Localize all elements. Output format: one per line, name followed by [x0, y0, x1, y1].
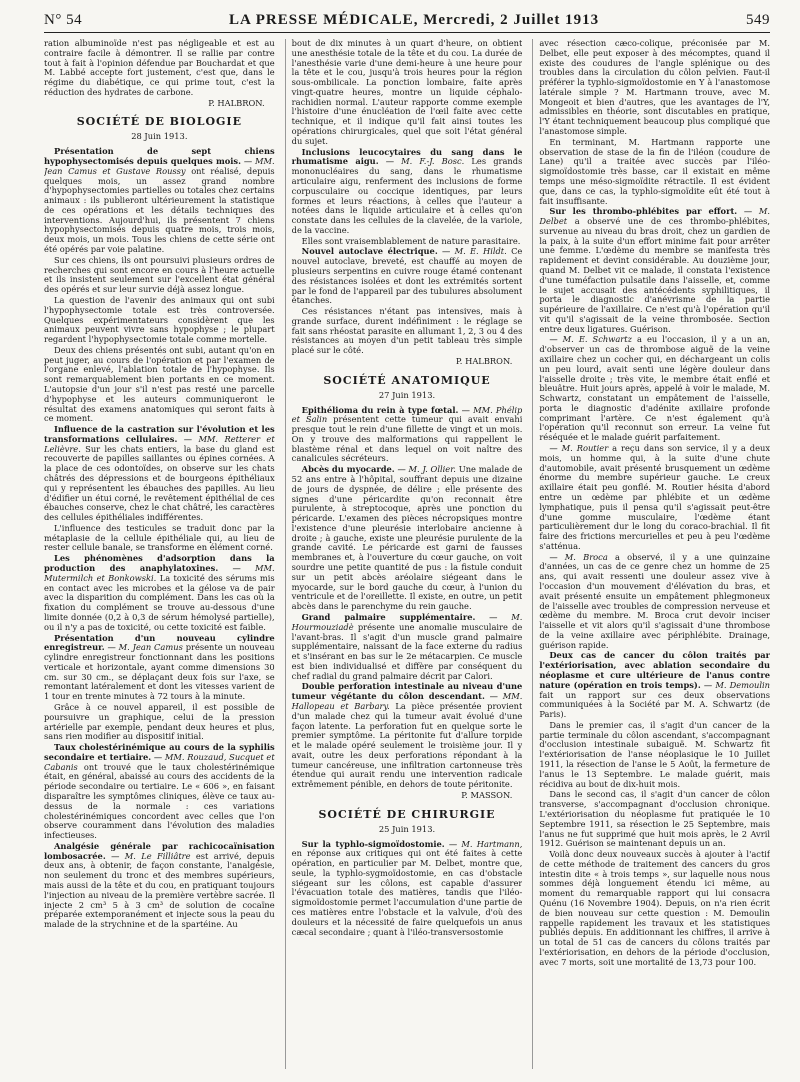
- entry-authors: — MM. Rouzaud, Sucquet et Cabanis: [44, 751, 275, 772]
- entry-text: est arrivé, depuis deux ans, à obtenir, de façon constante, l'analgésie, non seulement du tronc et des membres supérieurs, mais aussi de la tête et du cou, en pratiquant toujours l'injection au niveau de la première vertèbre sacrée. Il injecte 2 cm³ 5 à 3 cm³ de solution de cocaïne préparée extemporanément et injecte sous la peau du malade de la strychnine et de la spartéine. Au: [44, 850, 275, 930]
- entry-text: La pièce présentée provient d'un malade chez qui la tumeur avait évolué d'une façon latente. La perforation fut en quelque sorte le premier symptôme. La péritonite fut d'allure torpide et le malade opéré seulement le troisième jour. Il y avait, outre les deux perforations répondant à la tumeur cancéreuse, une infiltration cartonneuse très étendue qui aurait rendu une intervention radicale extrêmement pénible, en dehors de toute péritonite.: [291, 700, 523, 790]
- paragraph: ration albuminoïde n'est pas négligeable et est au contraire facile à démontrer. Il se rallie par contre tout à fait à l'opinion défendue par Bouchardat et que M. Labbé accepte fort justement, c'est que, dans le régime du diabétique, ce qui prime tout, c'est la réduction des hydrates de carbone.: [44, 39, 275, 97]
- entry: [292, 613, 523, 681]
- entry: [539, 651, 770, 719]
- entry: [539, 553, 770, 651]
- entry-title: Influence de la castration sur l'évolution et les transformations cellulaires.: [44, 424, 275, 444]
- entry-authors: — M. E. Schwartz: [549, 334, 632, 345]
- text-columns: [44, 39, 770, 1069]
- paragraph: Deux des chiens présentés ont subi, autant qu'on en peut juger, au cours de l'opération et par l'examen de l'organe enlevé, l'ablation totale de l'hypophyse. Ils sont remarquablement bien portants en ce moment. L'autopsie d'un jour s'il n'est pas resté une parcelle d'hypophyse et les auteurs communiqueront le résultat des examens anatomiques qui seront faits à ce moment.: [44, 344, 275, 424]
- entry: [44, 425, 275, 523]
- entry: [539, 207, 770, 334]
- entry-text: a reçu dans son service, il y a deux mois, un homme qui, à la suite d'une chute d'automobile, avait présenté brusquement un œdème énorme du membre supérieur gauche. Le creux axillaire était peu gonflé. M. Routier hésita d'abord entre un œdème par phlébite et un œdème lymphatique, puis il pensa qu'il s'agissait peut-être d'une gomme musculaire, l'œdème étant particulièrement dur le long du coraco-brachial. Il fit faire des frictions mercurielles et peu à peu l'œdème s'atténua.: [539, 443, 771, 551]
- entry-title: Les phénomènes d'adsorption dans la production des anaphylatoxines.: [44, 553, 275, 574]
- entry-title: Analgésie générale par rachicocaïnisation lombosacrée.: [44, 840, 275, 861]
- section-date: 25 Juin 1913.: [378, 823, 436, 834]
- entry-authors: — M. Hartmann,: [448, 838, 523, 849]
- entry-authors: — M. Jean Camus: [107, 642, 183, 653]
- section-title: SOCIÉTÉ ANATOMIQUE: [323, 373, 491, 387]
- section-title: SOCIÉTÉ DE CHIRURGIE: [318, 807, 496, 821]
- entry-title: Sur la typhlo-sigmoïdostomie.: [301, 838, 445, 849]
- entry-title: Taux cholestérinémique au cours de la syphilis secondaire et tertiaire.: [44, 742, 275, 762]
- paragraph: L'influence des testicules se traduit donc par la métaplasie de la cellule épithéliale qui, au lieu de rester cellule banale, se transforme en élément corné.: [44, 522, 275, 553]
- entry-text: ont réalisé, depuis quelques mois, un assez grand nombre d'hypophysectomies partielles ou totales chez certains animaux : ils publieront ultérieurement la statistique de ces opérations et les détails techniques des interventions. Aujourd'hui, ils présentent 7 chiens hypophysectomisés depuis quatre mois, trois mois, deux mois, un mois. Tous les chiens de cette série ont été opérés par voie palatine.: [44, 165, 275, 255]
- author-signature: P. MASSON.: [461, 790, 513, 800]
- entry-authors: — M. J. Ollier.: [397, 464, 456, 475]
- section-title: SOCIÉTÉ DE BIOLOGIE: [76, 115, 242, 129]
- entry: [539, 335, 770, 443]
- paragraph: Elles sont vraisemblablement de nature parasitaire.: [301, 235, 521, 246]
- entry-authors: — MM. Hallopeau et Barbary.: [291, 691, 523, 711]
- entry-title: Sur les thrombo-phlébites par effort.: [549, 206, 738, 217]
- entry-authors: — MM. Jean Camus et Gustave Roussy: [44, 156, 275, 176]
- paragraph: bout de dix minutes à un quart d'heure, on obtient une anesthésie totale de la tête et du cou. La durée de l'anesthésie varie d'une demi-heure à une heure pour la tête et le cou, jusqu'à trois heures pour la région sous-ombilicale. La ponction lombaire, faite après vingt-quatre heures, montre un liquide céphalo-rachidien normal. L'auteur rapporte comme exemple l'histoire d'une énucléation de l'œil faite avec cette technique, et il indique qu'il fait ainsi toutes les opérations chirurgicales, quel que soit l'état général du sujet.: [291, 39, 523, 146]
- page-number: 549: [746, 12, 770, 28]
- entry-text: La toxicité des sérums mis en contact avec les microbes et la gélose va de pair avec la disparition du complément. Dans les cas où la fixation du complément se trouve au-dessous d'une limite donnée (0,2 à 0,3 de sérum hémolysé partielle), ou il n'y a pas de toxicité, ou cette toxicité est faible.: [44, 572, 275, 632]
- entry-text: a eu l'occasion, il y a un an, d'observer un cas de thrombose aiguë de la veine axillaire chez un cocher qui, en déchargeant un colis un peu lourd, avait senti une légère douleur dans l'aisselle droite ; très vite, le membre était enflé et bleuâtre. Huit jours après, appelé à voir le malade, M. Schwartz, constatant un empâtement de l'aisselle, porta le diagnostic d'adénite axillaire profonde comprimant l'artère. Ce n'est également qu'à l'opération qu'il reconnut son erreur. La veine fut réséquée et le malade guérit parfaitement.: [539, 334, 771, 443]
- page-header: [44, 12, 770, 33]
- entry: [539, 444, 770, 552]
- entry-authors: — M. Broca: [549, 551, 608, 562]
- entry-text: a observé, il y a une quinzaine d'années, un cas de ce genre chez un homme de 25 ans, qui avait ressenti une douleur assez vive à l'occasion d'un mouvement d'élévation du bras, et avait présenté ensuite un empâtement phlegmoneux de l'aisselle avec troubles de compression nerveuse et œdème du membre. M. Broca crut devoir inciser l'aisselle et vit alors qu'il s'agissait d'une thrombose de la veine axillaire avec périphlébite. Drainage, guérison rapide.: [539, 551, 771, 650]
- entry-text: Sur les chats entiers, la base du gland est recouverte de papilles saillantes ou épines cornées. A la place de ces odontoïdes, on observe sur les chats châtrés des dépressions et de bourgeons épithéliaux qui y représentent les ébauches des papilles. Au lieu d'édifier un étui corné, le revêtement épithélial de ces ébauches conserve, chez le chat châtré, les caractères des cellules épithéliales indifférentes.: [44, 443, 275, 523]
- paragraph: Grâce à ce nouvel appareil, il est possible de poursuivre un graphique, celui de la pression artérielle par exemple, pendant deux heures et plus, sans rien modifier au dispositif initial.: [44, 701, 275, 742]
- entry-text: fait un rapport sur ces deux observations communiquées à la Société par M. A. Schwartz (de Paris).: [539, 689, 771, 720]
- entry-title: Présentation de sept chiens hypophysectomisés depuis quelques mois.: [44, 146, 275, 166]
- column-2: [285, 39, 523, 1069]
- entry-authors: — MM. Mutermilch et Bonkowski.: [44, 563, 275, 583]
- entry: [44, 743, 275, 841]
- entry-title: Grand palmaire supplémentaire.: [301, 611, 476, 622]
- issue-number: N° 54: [44, 12, 83, 28]
- section-date: 27 Juin 1913.: [378, 389, 436, 400]
- entry-authors: — MM. Retterer et Lelièvre.: [44, 433, 275, 454]
- paragraph: Voilà donc deux nouveaux succès à ajouter à l'actif de cette méthode de traitement des cancers du gros intestin dite « à trois temps », sur laquelle nous nous sommes déjà longuement étendu ici même, au moment du remarquable rapport qui lui consacra Quénu (16 Novembre 1904). Depuis, on n'a rien écrit de bien nouveau sur cette question : M. Demoulin rappelle rapidement les travaux et les statistiques publiés depuis. En additionnant les chiffres, il arrive à un total de 51 cas de cancers du côlons traités par l'extériorisation, en dehors de la période d'occlusion, avec 7 morts, soit une mortalité de 13,73 pour 100.: [539, 849, 771, 967]
- entry: [292, 406, 523, 465]
- entry-authors: — M. F.-J. Bosc.: [385, 156, 465, 167]
- entry-text: présente une anomalie musculaire de l'avant-bras. Il s'agit d'un muscle grand palmaire supplémentaire, naissant de la face externe du radius et s'insérant en bas sur le 2e métacarpien. Ce muscle est bien individualisé et diffère par conséquent du chef radial du grand palmaire décrit par Calori.: [291, 621, 523, 681]
- entry-text: Les grands mononucléaires du sang, dans le rhumatisme articulaire aigu, renferment des inclusions de forme corpusculaire ou coccique identiques, par leurs formes et leurs réactions, à celles que l'auteur a notées dans le liquide articulaire et à celles qu'on constate dans les cellules de la clavelée, de la variole, de la vaccine.: [291, 156, 523, 235]
- entry: [292, 682, 523, 790]
- section-date: 28 Juin 1913.: [131, 131, 188, 142]
- author-signature: P. HALBRON.: [455, 356, 513, 366]
- entry: [292, 465, 523, 612]
- entry: [44, 842, 275, 930]
- entry: [44, 147, 275, 255]
- entry-title: Abcès du myocarde.: [301, 464, 395, 475]
- column-1: [44, 39, 275, 1069]
- entry-text: Ce nouvel autoclave, breveté, est chauffé au moyen de plusieurs serpentins en cuivre rouge étamé contenant des résistances isolées et dont les extrémités sortent par le fond de l'appareil par des tubulures absolument étanches.: [291, 246, 523, 306]
- column-3: [532, 39, 770, 1069]
- paragraph: En terminant, M. Hartmann rapporte une observation de stase de la fin de l'iléon (coudure de Lane) qu'il a traitée avec succès par l'iléo-sigmoïdostomie très basse, car il existait en même temps une méso-sigmoïdite rétractile. Il est évident que, dans ce cas, la typhlo-sigmoïdite eût été tout à fait insuffisante.: [539, 136, 771, 206]
- entry-text: a observé une de ces thrombo-phlébites, survenue au niveau du bras droit, chez un gardien de la paix, à la suite d'un effort minime fait pour arrêter une femme. L'œdème du membre se manifesta très rapidement et devint considérable. Au douzième jour, quand M. Delbet vit ce malade, il constata l'existence d'une tuméfaction pulsatile dans l'aisselle, et, comme le sujet accusait des antécédents syphilitiques, il porta le diagnostic d'anévrisme de la partie supérieure de l'axillaire. Ce n'est qu'à l'opération qu'il vit qu'il s'agissait de la veine thrombosée. Section entre deux ligatures. Guérison.: [539, 216, 771, 334]
- entry-text: Une malade de 52 ans entre à l'hôpital, souffrant depuis une dizaine de jours de dyspnée, de délire ; elle présente des signes d'une péricardite qu'on reconnait être purulente, à streptocoque, après une ponction du péricarde. L'examen des pièces nécropsiques montre l'existence d'une pleurésie interlobaire ancienne à droite ; à gauche, existe une pleurésie purulente de la grande cavité. Le péricarde est garni de fausses membranes et, à l'ouverture du cœur gauche, on voit sourdre une petite quantité de pus : la fistule conduit sur un petit abcès aréolaire siégeant dans le myocarde, sur le bord gauche du cœur, à l'union du ventricule et de l'oreillette. Il existe, en outre, un petit abcès dans le parenchyme du rein gauche.: [291, 464, 523, 612]
- entry-authors: — MM. Phélip et Salin: [291, 404, 523, 425]
- entry-authors: — M. Le Filliâtre: [111, 850, 191, 861]
- journal-title: LA PRESSE MÉDICALE, Mercredi, 2 Juillet 1913: [228, 12, 600, 28]
- entry-authors: — M. Delbet: [539, 206, 770, 227]
- paragraph: Dans le premier cas, il s'agit d'un cancer de la partie terminale du côlon ascendant, s'accompagnant d'occlusion intestinale subaiguë. M. Schwartz fit l'extériorisation de l'anse néoplasique le 10 Juillet 1911, la résection de l'anse le 5 Août, la fermeture de l'anus le 13 Septembre. Le malade guérit, mais récidiva au bout de dix-huit mois.: [539, 719, 771, 789]
- entry: [44, 634, 275, 702]
- entry-text: en réponse aux critiques qui ont été faites à cette opération, en particulier par M. Delbet, montre que, seule, la typhlo-sygmoïdostomie, en cas d'obstacle siégeant sur les côlons, est capable d'assurer l'évacuation totale des matières, tandis que l'iléo-sigmoïdostomie permet l'accumulation d'une partie de ces matières entre l'obstacle et la valvule, d'où des douleurs et la nécessité de faire quelquefois un anus cæcal secondaire ; quant à l'iléo-transversostomie: [291, 848, 523, 937]
- entry-authors: — M. E. Hildt.: [442, 246, 507, 257]
- entry: [44, 554, 275, 632]
- entry: [292, 247, 523, 306]
- entry-authors: — M. Routier: [549, 443, 609, 454]
- paragraph: Ces résistances n'étant pas intensives, mais à grande surface, durent indéfiniment : le réglage se fait sans rhéostat parasite en allumant 1, 2, 3 ou 4 des résistances au moyen d'un petit tableau très simple placé sur le côté.: [291, 306, 523, 356]
- entry-text: ont trouvé que le taux cholestérinémique était, en général, abaissé au cours des accidents de la période secondaire ou tertiaire. Le « 606 », en faisant disparaître les symptômes cliniques, élève ce taux au-dessus de la normale : ces variations cholestérinémiques concordent avec celles que l'on observe couramment dans l'évolution des maladies infectieuses.: [44, 761, 275, 841]
- paragraph: Dans le second cas, il s'agit d'un cancer de côlon transverse, s'accompagnant d'occlusion chronique. L'extériorisation du néoplasme fut pratiquée le 10 Septembre 1911, sa résection le 25 Septembre, mais l'anus ne fut supprimé que huit mois après, le 2 Avril 1912. Guérison se maintenant depuis un an.: [539, 789, 771, 849]
- paragraph: La question de l'avenir des animaux qui ont subi l'hypophysectomie totale est très controversée. Quelques expérimentateurs considèrent que les animaux peuvent vivre sans hypophyse ; le plupart regardent l'hypophysectomie totale comme mortelle.: [44, 294, 275, 345]
- entry: [292, 840, 523, 938]
- entry-title: Double perforation intestinale au niveau d'une tumeur végétante du côlon descendant.: [291, 681, 523, 702]
- paragraph: avec résection cæco-colique, préconisée par M. Delbet, elle peut exposer à des mécomptes, quand il existe des coudures de l'angle splénique ou des troubles dans la circulation du côlon pelvien. Faut-il préférer la typhlo-sigmoïdostomie en Y à l'anastomose latérale simple ? M. Hartmann trouve, avec M. Mongeoit et bien d'autres, que les avantages de l'Y, admissibles en théorie, sont discutables en pratique, l'Y étant techniquement beaucoup plus compliqué que l'anastomose simple.: [539, 39, 771, 137]
- author-signature: P. HALBRON.: [208, 97, 265, 108]
- entry: [292, 148, 523, 236]
- entry-title: Deux cas de cancer du côlon traités par l'extériorisation, avec ablation secondaire du néoplasme et cure ultérieure de l'anus contre nature (opération en trois temps).: [539, 650, 771, 690]
- entry-title: Inclusions leucocytaires du sang dans le rhumatisme aigu.: [291, 146, 523, 167]
- entry-text: présentent cette tumeur qui avait envahi presque tout le rein d'une fillette de vingt et un mois. On y trouve des malformations qui rappellent le blastème rénal et dans lequel on voit naître des canalicules sécréteurs.: [291, 414, 523, 464]
- entry-title: Présentation d'un nouveau cylindre enregistreur.: [44, 632, 275, 653]
- entry-title: Epithélioma du rein à type fœtal.: [301, 404, 459, 415]
- entry-authors: — M. Hourmouziadè: [291, 611, 523, 632]
- entry-authors: — M. Demoulin: [703, 679, 771, 690]
- entry-text: présente un nouveau cylindre enregistreur fonctionnant dans les positions verticale et horizontale, ayant comme dimensions 30 cm. sur 30 cm., se déplaçant deux fois sur l'axe, se remontant latéralement et dont les vitesses varient de 1 tour en trente minutes à 72 tours à la minute.: [44, 642, 275, 702]
- entry-title: Nouvel autoclave électrique.: [301, 246, 438, 257]
- paragraph: Sur ces chiens, ils ont poursuivi plusieurs ordres de recherches qui sont encore en cours à l'heure actuelle et ils insistent seulement sur l'excellent état général des opérés et sur leur survie déjà assez longue.: [44, 254, 275, 295]
